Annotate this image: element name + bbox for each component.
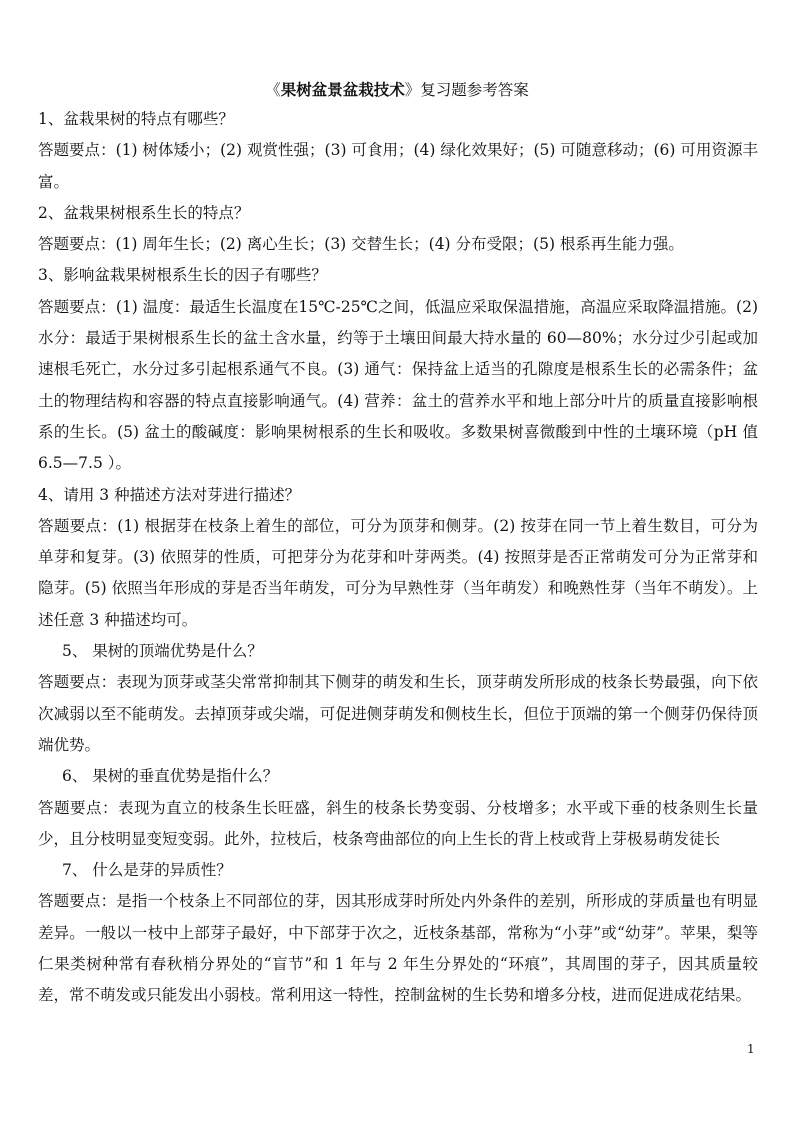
paragraph: 答题要点：(1) 温度：最适生长温度在15℃-25℃之间，低温应采取保温措施，高温应采取降温措施。(2) 水分：最适于果树根系生长的盆土含水量，约等于土壤田间最大持水量的 60—80%；水分过少引起或加速根毛死亡，水分过多引起根系通气不良。(3) 通气：保持盆上适当的孔隙度是根系生长的必需条件；盆土的物理结构和容器的特点直接影响通气。(4) 营养：盆土的营养水平和地上部分叶片的质量直接影响根系的生长。(5) 盆土的酸碱度：影响果树根系的生长和吸收。多数果树喜微酸到中性的土壤环境（pH 值 6.5—7.5 ）。 <box>38 297 758 473</box>
paragraph: 3、影响盆栽果树根系生长的因子有哪些？ <box>38 266 327 285</box>
page-title <box>0 78 794 100</box>
paragraph: 答题要点：(1) 周年生长；(2) 离心生长；(3) 交替生长；(4) 分布受限；(5) 根系再生能力强。 <box>38 235 684 254</box>
paragraph: 4、请用 3 种描述方法对芽进行描述？ <box>38 485 301 504</box>
paragraph: 答题要点：(1) 树体矮小；(2) 观赏性强；(3) 可食用；(4) 绿化效果好；(5) 可随意移动；(6) 可用资源丰富。 <box>38 141 758 191</box>
title-bold: 果树盆景盆栽技术 <box>280 80 405 99</box>
paragraph: 6、 果树的垂直优势是指什么？ <box>62 767 279 786</box>
paragraph: 答题要点：表现为顶芽或茎尖常常抑制其下侧芽的萌发和生长，顶芽萌发所形成的枝条长势最强，向下依次减弱以至不能萌发。去掉顶芽或尖端，可促进侧芽萌发和侧枝生长，但位于顶端的第一个侧芽仍保待顶端优势。 <box>38 673 758 754</box>
paragraph: 答题要点：是指一个枝条上不同部位的芽，因其形成芽时所处内外条件的差别，所形成的芽质量也有明显差异。一般以一枝中上部芽子最好，中下部芽于次之，近枝条基部，常称为“小芽”或“幼芽”。苹果，梨等仁果类树种常有春秋梢分界处的“盲节”和 1 年与 2 年生分界处的“环痕”，其周围的芽子，因其质量较差，常不萌发或只能发出小弱枝。常利用这一特性，控制盆树的生长势和增多分枝，进而促进成花结果。 <box>38 892 758 1005</box>
paragraph: 答题要点：表现为直立的枝条生长旺盛，斜生的枝条长势变弱、分枝增多；水平或下垂的枝条则生长量少，且分枝明显变短变弱。此外，拉枝后，枝条弯曲部位的向上生长的背上枝或背上芽极易萌发徒长 <box>38 798 758 848</box>
paragraph: 2、盆栽果树根系生长的特点？ <box>38 203 250 222</box>
title-rest: 》复习题参考答案 <box>404 81 529 99</box>
document-body <box>38 104 758 1012</box>
page-number: 1 <box>747 1042 755 1056</box>
paragraph: 答题要点：(1) 根据芽在枝条上着生的部位，可分为顶芽和侧芽。(2) 按芽在同一节上着生数目，可分为单芽和复芽。(3) 依照芽的性质，可把芽分为花芽和叶芽两类。(4) 按照芽是否正常萌发可分为正常芽和隐芽。(5) 依照当年形成的芽是否当年萌发，可分为早熟性芽（当年萌发）和晚熟性芽（当年不萌发）。上述任意 3 种描述均可。 <box>38 516 758 629</box>
paragraph: 1、盆栽果树的特点有哪些？ <box>38 110 234 128</box>
paragraph: 7、 什么是芽的异质性？ <box>62 861 232 880</box>
title-open-bracket: 《 <box>265 81 281 99</box>
paragraph: 5、 果树的顶端优势是什么？ <box>62 642 263 661</box>
